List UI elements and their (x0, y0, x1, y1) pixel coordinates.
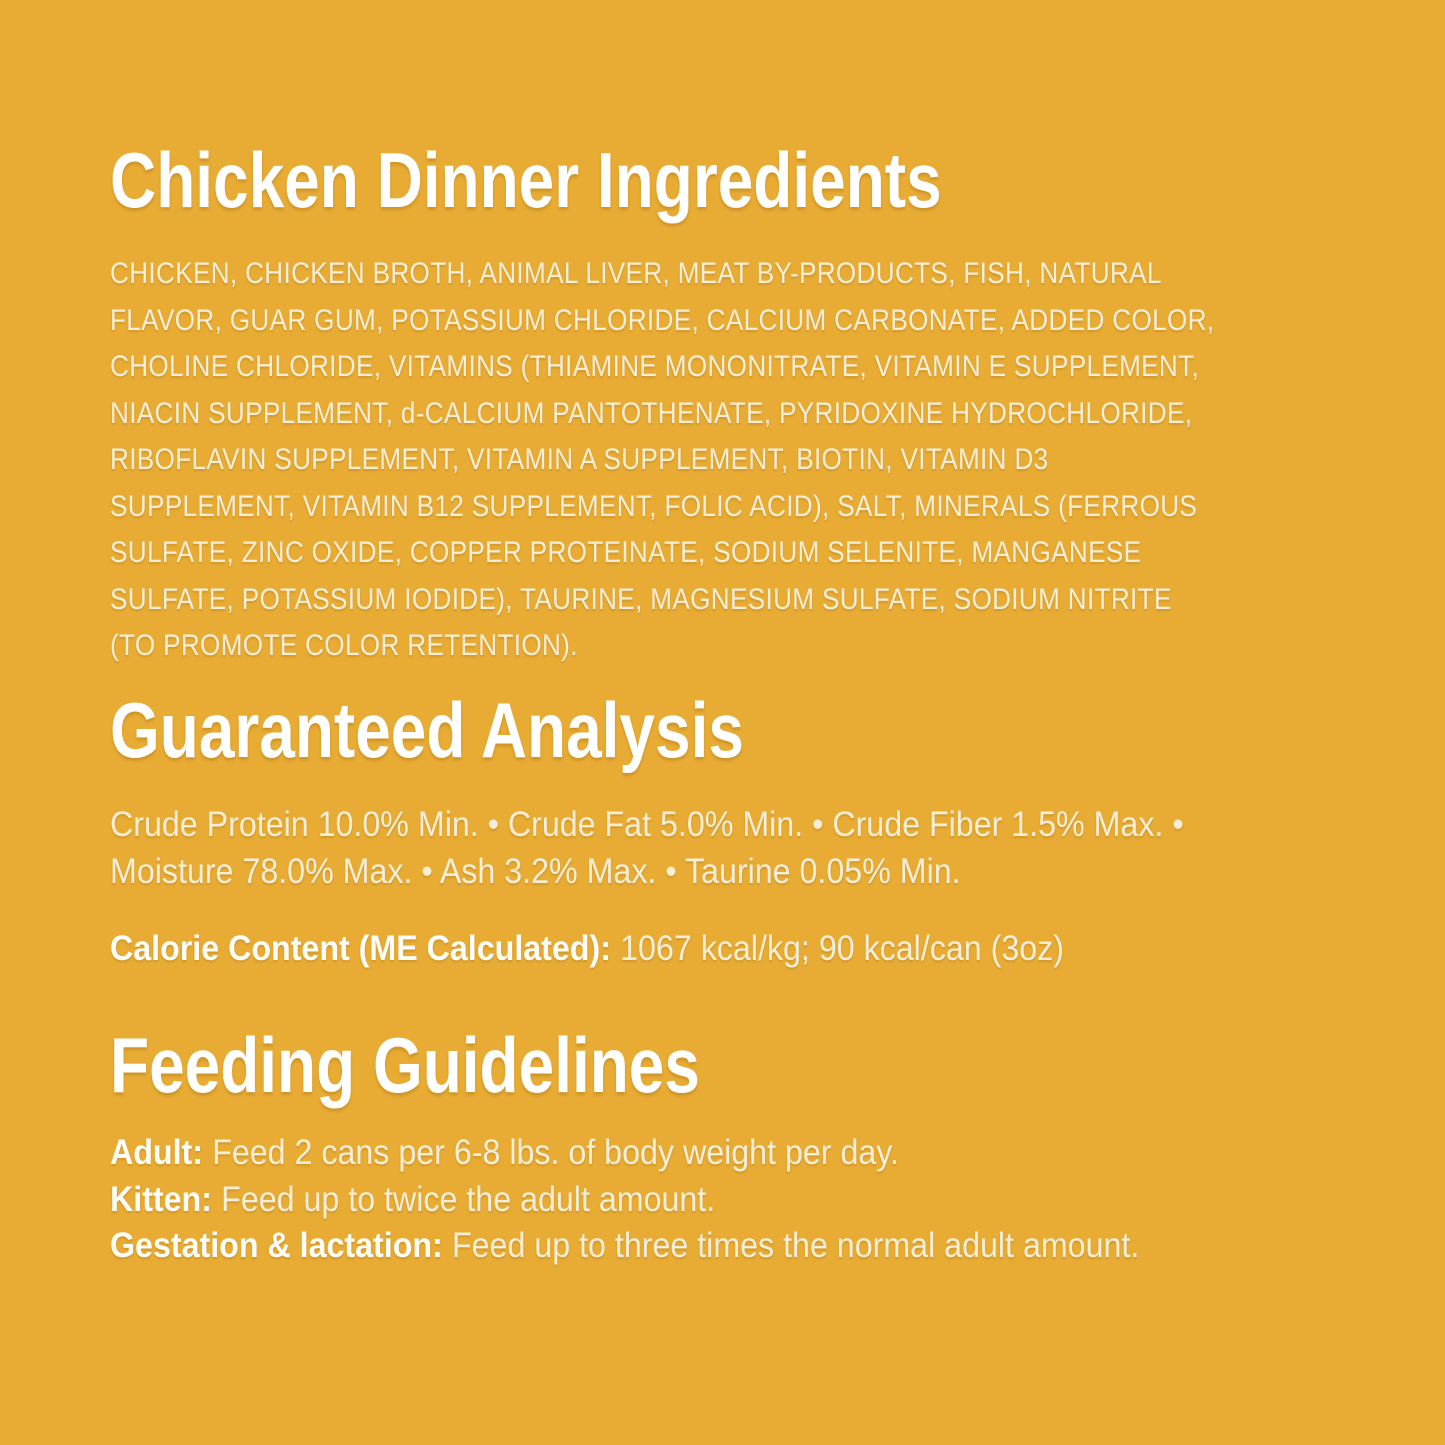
calorie-content-line (110, 926, 1064, 973)
kitten-label: Kitten: (110, 1179, 212, 1219)
guaranteed-analysis-title: Guaranteed Analysis (110, 686, 744, 774)
feeding-guideline-adult (110, 1130, 1139, 1177)
kitten-text: Feed up to twice the adult amount. (221, 1179, 716, 1219)
feeding-guidelines-title: Feeding Guidelines (110, 1021, 700, 1109)
ingredients-line: NIACIN SUPPLEMENT, d-CALCIUM PANTOTHENATE, PYRIDOXINE HYDROCHLORIDE, (110, 396, 1193, 430)
guaranteed-analysis-values (110, 802, 1184, 895)
ingredients-line: CHICKEN, CHICKEN BROTH, ANIMAL LIVER, MEAT BY-PRODUCTS, FISH, NATURAL (110, 257, 1162, 290)
calorie-content-value: 1067 kcal/kg; 90 kcal/can (3oz) (620, 929, 1065, 968)
calorie-content-label: Calorie Content (ME Calculated): (110, 929, 611, 968)
ingredients-line: RIBOFLAVIN SUPPLEMENT, VITAMIN A SUPPLEMENT, BIOTIN, VITAMIN D3 (110, 443, 1049, 476)
feeding-guideline-gestation-lactation (110, 1223, 1139, 1270)
ingredients-line: SUPPLEMENT, VITAMIN B12 SUPPLEMENT, FOLIC ACID), SALT, MINERALS (FERROUS (110, 489, 1198, 523)
ingredients-section-title: Chicken Dinner Ingredients (110, 136, 942, 224)
ingredients-list (110, 251, 1214, 670)
ingredients-line: CHOLINE CHLORIDE, VITAMINS (THIAMINE MONONITRATE, VITAMIN E SUPPLEMENT, (110, 350, 1200, 383)
ingredients-line: FLAVOR, GUAR GUM, POTASSIUM CHLORIDE, CALCIUM CARBONATE, ADDED COLOR, (110, 303, 1215, 337)
analysis-line: Crude Protein 10.0% Min. • Crude Fat 5.0% Min. • Crude Fiber 1.5% Max. • (110, 805, 1184, 844)
ingredients-line: SULFATE, ZINC OXIDE, COPPER PROTEINATE, SODIUM SELENITE, MANGANESE (110, 536, 1142, 569)
feeding-guidelines-list (110, 1130, 1139, 1270)
gestation-lactation-label: Gestation & lactation: (110, 1226, 443, 1265)
gestation-lactation-text: Feed up to three times the normal adult amount. (451, 1226, 1140, 1265)
ingredients-line: SULFATE, POTASSIUM IODIDE), TAURINE, MAGNESIUM SULFATE, SODIUM NITRITE (110, 582, 1172, 616)
adult-label: Adult: (110, 1133, 203, 1172)
feeding-guideline-kitten (110, 1177, 1139, 1224)
ingredients-line: (TO PROMOTE COLOR RETENTION). (110, 629, 578, 662)
adult-text: Feed 2 cans per 6-8 lbs. of body weight per day. (212, 1133, 899, 1172)
analysis-line: Moisture 78.0% Max. • Ash 3.2% Max. • Taurine 0.05% Min. (110, 851, 961, 891)
